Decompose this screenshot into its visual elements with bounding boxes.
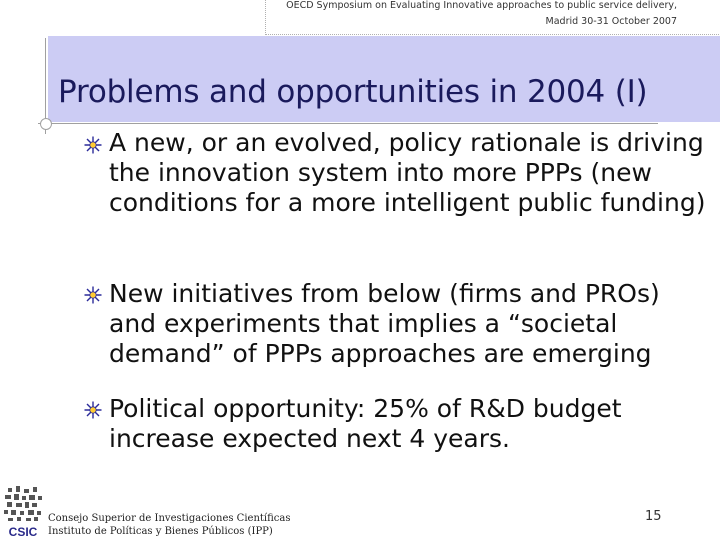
institute-name: Instituto de Políticas y Bienes Públicos (IPP): [48, 526, 273, 537]
bullet-text-3: Political opportunity: 25% of R&D budget increase expected next 4 years.: [109, 394, 622, 453]
slide-title: Problems and opportunities in 2004 (I): [58, 74, 648, 110]
csic-logo: [2, 486, 44, 540]
bullet-text-2: New initiatives from below (firms and PROs) and experiments that implies a “societal demand” of PPPs approaches are emerging: [109, 279, 660, 368]
decorative-circle: [40, 118, 52, 130]
header-line-date: Madrid 30-31 October 2007: [545, 16, 677, 27]
starburst-icon: [84, 136, 102, 154]
header-line-event: OECD Symposium on Evaluating Innovative approaches to public service delivery,: [286, 0, 677, 11]
page-number: 15: [645, 509, 662, 524]
institution-name: Consejo Superior de Investigaciones Científicas: [48, 513, 291, 524]
decorative-horizontal-line: [38, 123, 658, 124]
starburst-icon: [84, 401, 102, 419]
starburst-icon: [84, 286, 102, 304]
header-box: [265, 0, 720, 35]
bullet-text-1: A new, or an evolved, policy rationale is driving the innovation system into more PPPs (new conditions for a more intelligent public funding): [109, 128, 706, 217]
svg-text:CSIC: CSIC: [8, 525, 38, 539]
